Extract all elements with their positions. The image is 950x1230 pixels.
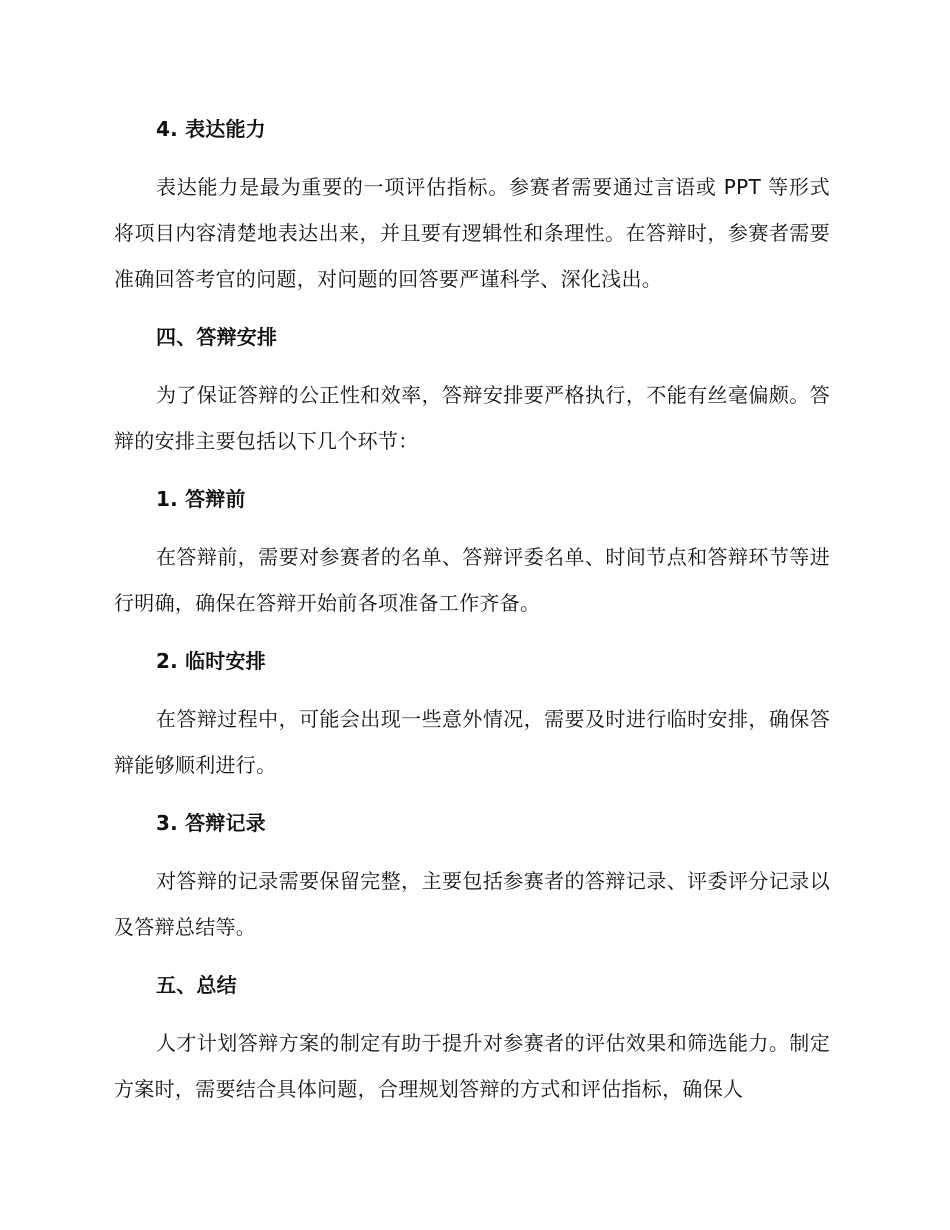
section-heading-temporary-arrangement: 2. 临时安排 [156, 649, 266, 673]
section-heading-defense-record: 3. 答辩记录 [156, 811, 266, 835]
paragraph-defense-record: 对答辩的记录需要保留完整，主要包括参赛者的答辩记录、评委评分记录以及答辩总结等。 [114, 869, 830, 939]
paragraph-expression-ability: 表达能力是最为重要的一项评估指标。参赛者需要通过言语或 PPT 等形式将项目内容清楚地表达出来，并且要有逻辑性和条理性。在答辩时，参赛者需要准确回答考官的问题，对问题的回答要严谨科学、深化浅出。 [114, 175, 830, 291]
section-heading-summary: 五、总结 [156, 973, 237, 997]
section-heading-defense-arrangement: 四、答辩安排 [156, 325, 278, 349]
document-body [114, 106, 830, 1112]
paragraph-before-defense: 在答辩前，需要对参赛者的名单、答辩评委名单、时间节点和答辩环节等进行明确，确保在答辩开始前各项准备工作齐备。 [114, 545, 830, 615]
section-heading-expression-ability: 4. 表达能力 [156, 117, 266, 141]
paragraph-defense-arrangement: 为了保证答辩的公正性和效率，答辩安排要严格执行，不能有丝毫偏颇。答辩的安排主要包括以下几个环节： [114, 383, 830, 453]
section-heading-before-defense: 1. 答辩前 [156, 487, 246, 511]
paragraph-summary: 人才计划答辩方案的制定有助于提升对参赛者的评估效果和筛选能力。制定方案时，需要结合具体问题，合理规划答辩的方式和评估指标，确保人 [114, 1031, 830, 1101]
paragraph-temporary-arrangement: 在答辩过程中，可能会出现一些意外情况，需要及时进行临时安排，确保答辩能够顺利进行。 [114, 707, 830, 777]
